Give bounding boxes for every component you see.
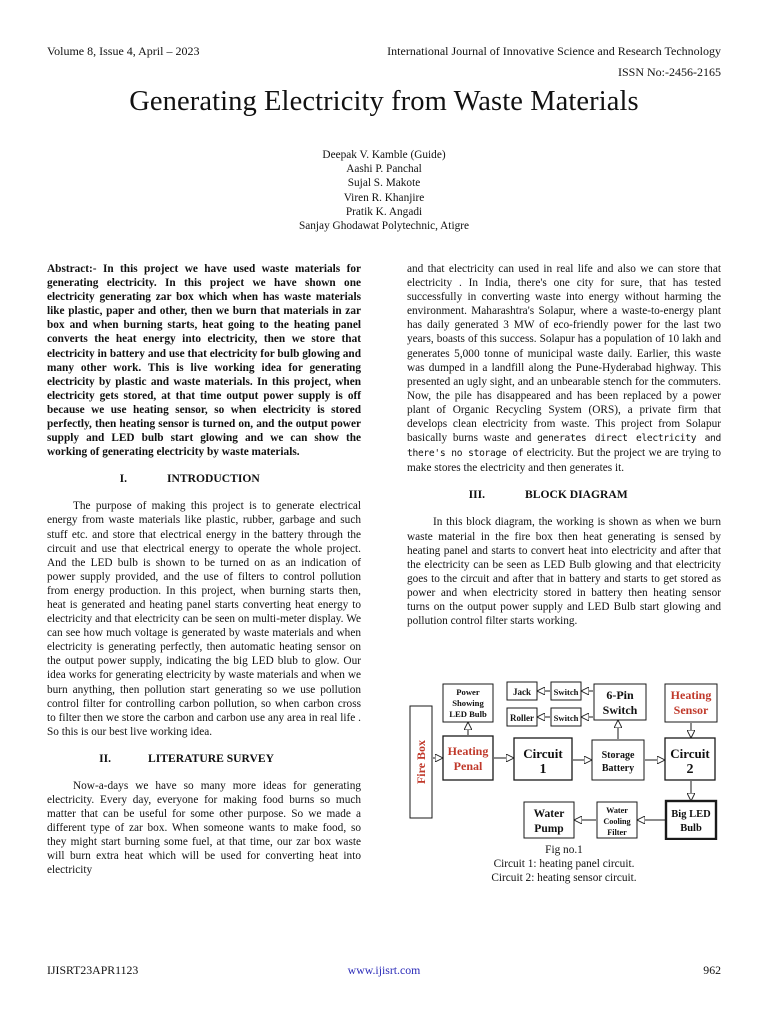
section-title: INTRODUCTION bbox=[167, 472, 260, 486]
issn: ISSN No:-2456-2165 bbox=[617, 65, 721, 79]
section-title: BLOCK DIAGRAM bbox=[525, 488, 628, 502]
literature-tail-text: electricity. But the project we are trying to make stores the electricity and then generates it. bbox=[407, 447, 721, 475]
jack-label: Jack bbox=[513, 687, 531, 697]
affiliation: Sanjay Ghodawat Polytechnic, Atigre bbox=[298, 220, 470, 233]
volume-info: Volume 8, Issue 4, April – 2023 bbox=[47, 44, 200, 58]
power-showing-label: LED Bulb bbox=[449, 709, 487, 719]
big-led-label: Bulb bbox=[680, 823, 702, 834]
section-number: III. bbox=[468, 488, 485, 502]
switch-label: Switch bbox=[553, 713, 579, 723]
fire-box-label: Fire Box bbox=[414, 739, 428, 785]
storage-battery-label: Battery bbox=[601, 763, 635, 774]
literature-text: Now-a-days we have so many more ideas for generating electricity. Every day, everyone for making food burns so much matter that can be useful for some other purpose. So we made a different type of zar box. When someone wants to make food, so they might start burning some fuel, at that time, our zar box waste will burn extra heat which will be used for converting heat into electricity bbox=[47, 779, 361, 877]
block-diagram-svg bbox=[409, 680, 721, 840]
section-number: I. bbox=[119, 472, 127, 486]
paper-code: IJISRT23APR1123 bbox=[47, 963, 139, 977]
figure-caption bbox=[407, 843, 721, 886]
water-pump-label: Pump bbox=[534, 823, 564, 835]
author: Pratik K. Angadi bbox=[345, 205, 423, 218]
heating-penal-box bbox=[443, 736, 493, 780]
author: Aashi P. Panchal bbox=[346, 163, 422, 176]
block-diagram-text: In this block diagram, the working is shown as when we burn waste material in the fire box then heat generating is sensed by heating panel and starts to convert heat into electricity and after that the electricity can be seen as LED Bulb glowing and that electricity goes to the circuit and after that in battery and starts to get stored as power and when electricity stored in battery then heating sensor turns on the output power supply and LED Bulb start glowing and pollution control filter starts working. bbox=[407, 516, 721, 628]
power-showing-label: Power bbox=[456, 687, 480, 697]
author: Viren R. Khanjire bbox=[343, 191, 425, 204]
caption-line: Circuit 1: heating panel circuit. bbox=[493, 858, 635, 871]
journal-name: International Journal of Innovative Science and Research Technology bbox=[387, 44, 721, 58]
circuit2-number: 2 bbox=[686, 762, 694, 777]
water-cooling-label: Filter bbox=[607, 828, 627, 837]
literature-continued-text: and that electricity can used in real life and also we can store that electricity . In India, there's one city for sure, that has tested successfully in converting waste into energy without harming the environment. Maharashtra's Solapur, where a waste-to-energy plant has daily generated 3 MW of eco-friendly power for the last two years, boasts of this success. Solapur has a population of 10 lakh and generates 5,000 tonne of municipal waste daily. Earlier, this waste was dumped in a landfill along the Pune-Hyderabad highway. This presented an ugly sight, and an unbearable stench for the commuters. Now, the pile has disappeared and has been replaced by a power plant of Organic Recycling System (ORS), a private firm that develops clean electricity from waste. This project from Solapur basically burns waste and bbox=[407, 263, 721, 445]
water-cooling-label: Cooling bbox=[603, 817, 631, 826]
page-number: 962 bbox=[703, 963, 721, 977]
six-pin-label: 6-Pin bbox=[606, 688, 634, 702]
right-column bbox=[407, 262, 721, 628]
introduction-text: The purpose of making this project is to generate electrical energy from waste materials like plastic, rubber, garbage and such stuff etc. and store that electrical energy in the battery through the circuit and use that electrical energy to operate the whole project. And the LED bulb is shown to be turned on as an indication of power supply provided, and the use of filters to control pollution from energy production. In this project, when burning starts then, heat is generated and heating panel starts converting heat energy to electricity and that electricity can be seen on multi-meter display. We can see how much voltage is generated by waste materials and when electricity is generating perfectly, then automatic heating sensor on the output power supply, indicating the big LED blub to glow. Our idea works for generating electricity by waste materials and when we burn anything, then pollution start generating so we use pollution control filter for controlling carbon pollution, so when carbon cross to filter then we store the carbon and carbon use any area in real life . So this is our best live working idea. bbox=[47, 500, 361, 738]
circuit1-number: 1 bbox=[539, 762, 547, 777]
section-heading-block-diagram bbox=[407, 487, 721, 503]
section-number: II. bbox=[99, 751, 111, 765]
section-heading-literature bbox=[47, 751, 361, 767]
circuit1-label: Circuit bbox=[523, 746, 563, 761]
literature-continued bbox=[407, 262, 721, 475]
heating-sensor-label: Heating bbox=[670, 688, 712, 702]
section-title: LITERATURE SURVEY bbox=[148, 751, 274, 765]
author: Sujal S. Makote bbox=[347, 177, 421, 190]
water-pump-label: Water bbox=[533, 808, 565, 820]
heating-penal-label: Heating bbox=[447, 744, 489, 758]
literature-mono-text: generates direct electricity and there's no storage of bbox=[407, 433, 722, 460]
section-heading-introduction bbox=[47, 471, 361, 487]
roller-label: Roller bbox=[510, 713, 534, 723]
caption-line: Circuit 2: heating sensor circuit. bbox=[491, 872, 637, 885]
circuit2-label: Circuit bbox=[670, 746, 710, 761]
heating-sensor-label: Sensor bbox=[673, 703, 709, 717]
author: Deepak V. Kamble (Guide) bbox=[322, 149, 446, 161]
figure-label: Fig no.1 bbox=[545, 844, 583, 856]
author-list bbox=[0, 148, 768, 233]
journal-website-link[interactable]: www.ijisrt.com bbox=[347, 963, 421, 977]
six-pin-label: Switch bbox=[602, 703, 638, 717]
block-diagram bbox=[409, 680, 721, 840]
storage-battery-label: Storage bbox=[601, 750, 635, 761]
left-column bbox=[47, 262, 361, 878]
water-cooling-label: Water bbox=[606, 806, 628, 815]
switch-label: Switch bbox=[553, 687, 579, 697]
abstract: Abstract:- In this project we have used waste materials for generating electricity. In this project we have shown one electricity generating zar box which when has waste materials like plastic, paper and other, then we burn that materials in zar box and when burning starts, heat going to the heating panel converts the heat energy into electricity, then we store that electricity in battery and use that electricity for bulb glowing and many other work. This is live working idea for generating electricity by plastic and waste materials. In this project, when electricity gets stored, at that time output power supply is off because we use heating sensor, so when electricity is stored perfectly, then heating sensor is turned on, and the output power supply and LED bulb start glowing and we can show the working of generating electricity by waste materials. bbox=[47, 263, 361, 459]
big-led-label: Big LED bbox=[671, 809, 711, 820]
heating-penal-label: Penal bbox=[453, 759, 483, 773]
paper-title: Generating Electricity from Waste Materials bbox=[129, 86, 639, 117]
power-showing-label: Showing bbox=[452, 698, 484, 708]
